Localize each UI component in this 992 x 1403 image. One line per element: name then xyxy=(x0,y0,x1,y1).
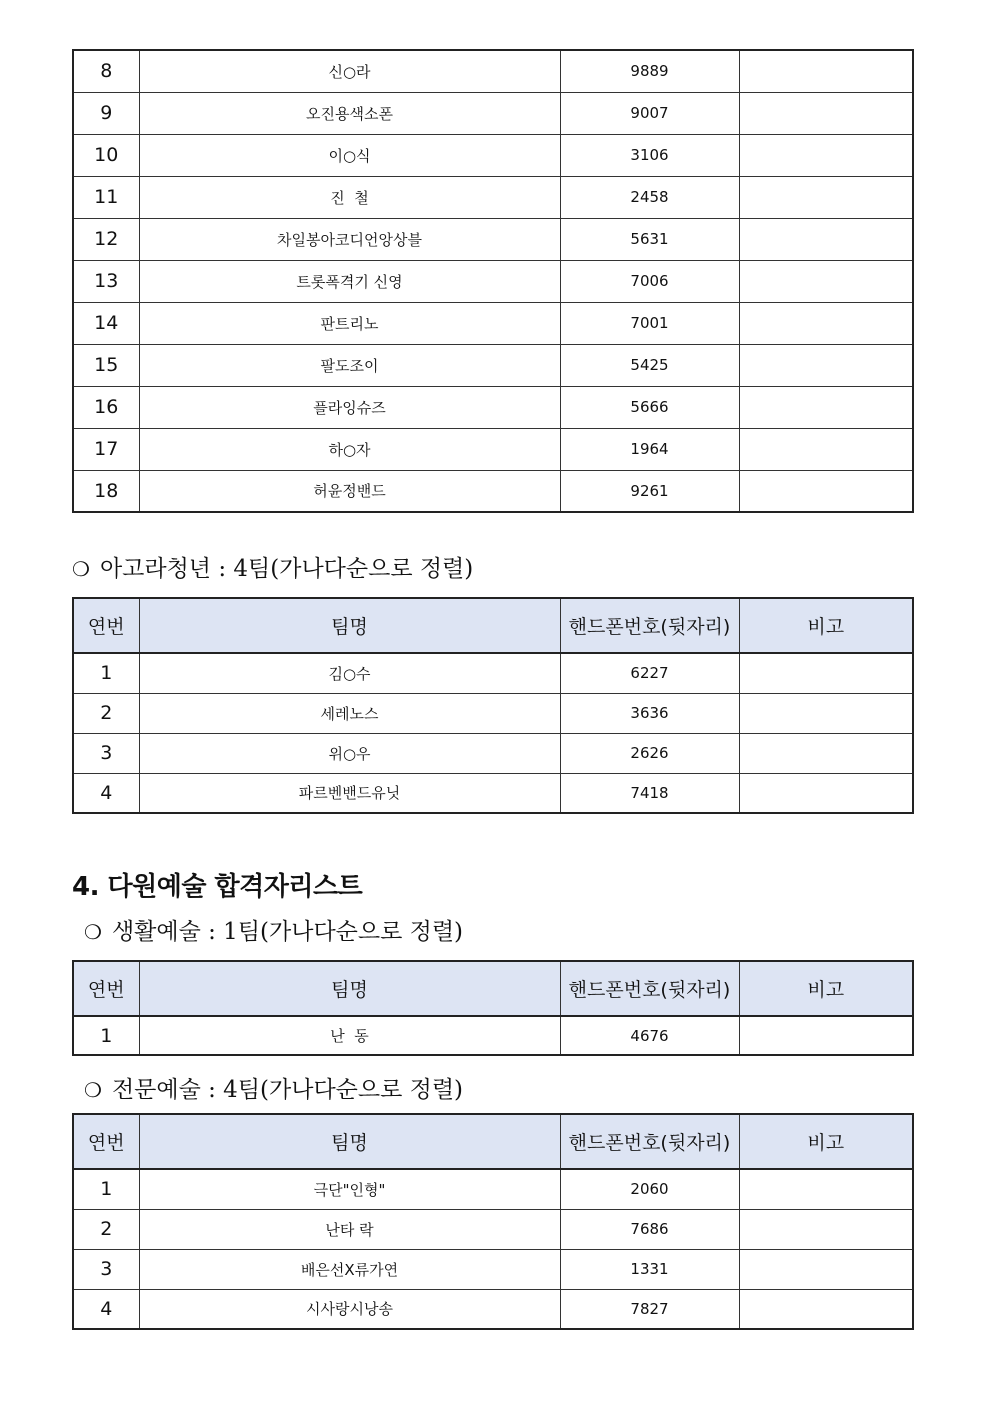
phone-digits: 1331 xyxy=(560,1249,739,1289)
phone-digits: 6227 xyxy=(560,653,739,693)
row-number: 15 xyxy=(73,344,139,386)
team-name: 신○라 xyxy=(139,50,560,92)
table-continued xyxy=(72,49,914,513)
team-name: 파르벤밴드유닛 xyxy=(139,773,560,813)
phone-digits: 3106 xyxy=(560,134,739,176)
table-row xyxy=(73,50,913,92)
team-name: 차일봉아코디언앙상블 xyxy=(139,218,560,260)
table-row xyxy=(73,733,913,773)
header-team: 팀명 xyxy=(139,1114,560,1169)
phone-digits: 7001 xyxy=(560,302,739,344)
team-name: 하○자 xyxy=(139,428,560,470)
phone-digits: 9261 xyxy=(560,470,739,512)
note-cell xyxy=(739,470,913,512)
team-name: 난타 락 xyxy=(139,1209,560,1249)
note-cell xyxy=(739,176,913,218)
table-row xyxy=(73,386,913,428)
table-row xyxy=(73,1016,913,1055)
table-header-row xyxy=(73,961,913,1016)
row-number: 1 xyxy=(73,1016,139,1055)
team-name: 위○우 xyxy=(139,733,560,773)
phone-digits: 9889 xyxy=(560,50,739,92)
table-youth xyxy=(72,597,914,814)
table-row xyxy=(73,134,913,176)
table-row xyxy=(73,260,913,302)
team-name: 플라잉슈즈 xyxy=(139,386,560,428)
note-cell xyxy=(739,428,913,470)
table-row xyxy=(73,92,913,134)
team-name: 이○식 xyxy=(139,134,560,176)
note-cell xyxy=(739,693,913,733)
row-number: 9 xyxy=(73,92,139,134)
note-cell xyxy=(739,1249,913,1289)
team-name: 배은선X류가연 xyxy=(139,1249,560,1289)
team-name: 시사랑시낭송 xyxy=(139,1289,560,1329)
row-number: 10 xyxy=(73,134,139,176)
phone-digits: 5425 xyxy=(560,344,739,386)
team-name: 세레노스 xyxy=(139,693,560,733)
phone-digits: 5666 xyxy=(560,386,739,428)
phone-digits: 1964 xyxy=(560,428,739,470)
team-name: 난 동 xyxy=(139,1016,560,1055)
pro-art-heading-text: 전문예술 : 4팀(가나다순으로 정렬) xyxy=(111,1077,464,1103)
phone-digits: 7418 xyxy=(560,773,739,813)
row-number: 13 xyxy=(73,260,139,302)
header-phone: 핸드폰번호(뒷자리) xyxy=(560,598,739,653)
table-life-art xyxy=(72,960,914,1056)
table-header-row xyxy=(73,1114,913,1169)
youth-heading xyxy=(72,550,473,583)
header-phone: 핸드폰번호(뒷자리) xyxy=(560,961,739,1016)
row-number: 3 xyxy=(73,733,139,773)
phone-digits: 7686 xyxy=(560,1209,739,1249)
note-cell xyxy=(739,134,913,176)
table-row xyxy=(73,773,913,813)
row-number: 18 xyxy=(73,470,139,512)
row-number: 11 xyxy=(73,176,139,218)
team-name: 허윤정밴드 xyxy=(139,470,560,512)
life-art-heading xyxy=(84,913,463,946)
table-pro-art xyxy=(72,1113,914,1330)
row-number: 2 xyxy=(73,693,139,733)
header-note: 비고 xyxy=(739,598,913,653)
row-number: 14 xyxy=(73,302,139,344)
row-number: 4 xyxy=(73,1289,139,1329)
table-row xyxy=(73,693,913,733)
pro-art-heading xyxy=(84,1071,463,1104)
note-cell xyxy=(739,386,913,428)
team-name: 극단"인형" xyxy=(139,1169,560,1209)
table-row xyxy=(73,344,913,386)
phone-digits: 7827 xyxy=(560,1289,739,1329)
table-row xyxy=(73,1249,913,1289)
team-name: 김○수 xyxy=(139,653,560,693)
youth-heading-text: 아고라청년 : 4팀(가나다순으로 정렬) xyxy=(99,556,474,582)
team-name: 오진용색소폰 xyxy=(139,92,560,134)
bullet-icon: ❍ xyxy=(84,1078,102,1102)
section-title: 4. 다원예술 합격자리스트 xyxy=(72,872,363,902)
phone-digits: 4676 xyxy=(560,1016,739,1055)
team-name: 팔도조이 xyxy=(139,344,560,386)
table-row xyxy=(73,302,913,344)
header-num: 연번 xyxy=(73,961,139,1016)
note-cell xyxy=(739,733,913,773)
header-team: 팀명 xyxy=(139,598,560,653)
phone-digits: 2626 xyxy=(560,733,739,773)
team-name: 판트리노 xyxy=(139,302,560,344)
bullet-icon: ❍ xyxy=(72,557,90,581)
note-cell xyxy=(739,50,913,92)
note-cell xyxy=(739,1016,913,1055)
table-row xyxy=(73,218,913,260)
row-number: 1 xyxy=(73,653,139,693)
row-number: 12 xyxy=(73,218,139,260)
table-row xyxy=(73,653,913,693)
phone-digits: 5631 xyxy=(560,218,739,260)
phone-digits: 3636 xyxy=(560,693,739,733)
row-number: 1 xyxy=(73,1169,139,1209)
phone-digits: 2060 xyxy=(560,1169,739,1209)
row-number: 4 xyxy=(73,773,139,813)
header-note: 비고 xyxy=(739,1114,913,1169)
table-row xyxy=(73,470,913,512)
note-cell xyxy=(739,773,913,813)
note-cell xyxy=(739,260,913,302)
bullet-icon: ❍ xyxy=(84,920,102,944)
note-cell xyxy=(739,344,913,386)
note-cell xyxy=(739,92,913,134)
phone-digits: 9007 xyxy=(560,92,739,134)
note-cell xyxy=(739,218,913,260)
row-number: 8 xyxy=(73,50,139,92)
header-team: 팀명 xyxy=(139,961,560,1016)
phone-digits: 2458 xyxy=(560,176,739,218)
note-cell xyxy=(739,653,913,693)
team-name: 진 철 xyxy=(139,176,560,218)
row-number: 16 xyxy=(73,386,139,428)
header-phone: 핸드폰번호(뒷자리) xyxy=(560,1114,739,1169)
note-cell xyxy=(739,1169,913,1209)
row-number: 3 xyxy=(73,1249,139,1289)
table-row xyxy=(73,1209,913,1249)
table-row xyxy=(73,1169,913,1209)
header-num: 연번 xyxy=(73,598,139,653)
team-name: 트롯폭격기 신영 xyxy=(139,260,560,302)
header-num: 연번 xyxy=(73,1114,139,1169)
table-row xyxy=(73,176,913,218)
header-note: 비고 xyxy=(739,961,913,1016)
note-cell xyxy=(739,1209,913,1249)
note-cell xyxy=(739,302,913,344)
life-art-heading-text: 생활예술 : 1팀(가나다순으로 정렬) xyxy=(111,919,464,945)
table-row xyxy=(73,428,913,470)
table-row xyxy=(73,1289,913,1329)
phone-digits: 7006 xyxy=(560,260,739,302)
row-number: 17 xyxy=(73,428,139,470)
table-header-row xyxy=(73,598,913,653)
note-cell xyxy=(739,1289,913,1329)
row-number: 2 xyxy=(73,1209,139,1249)
